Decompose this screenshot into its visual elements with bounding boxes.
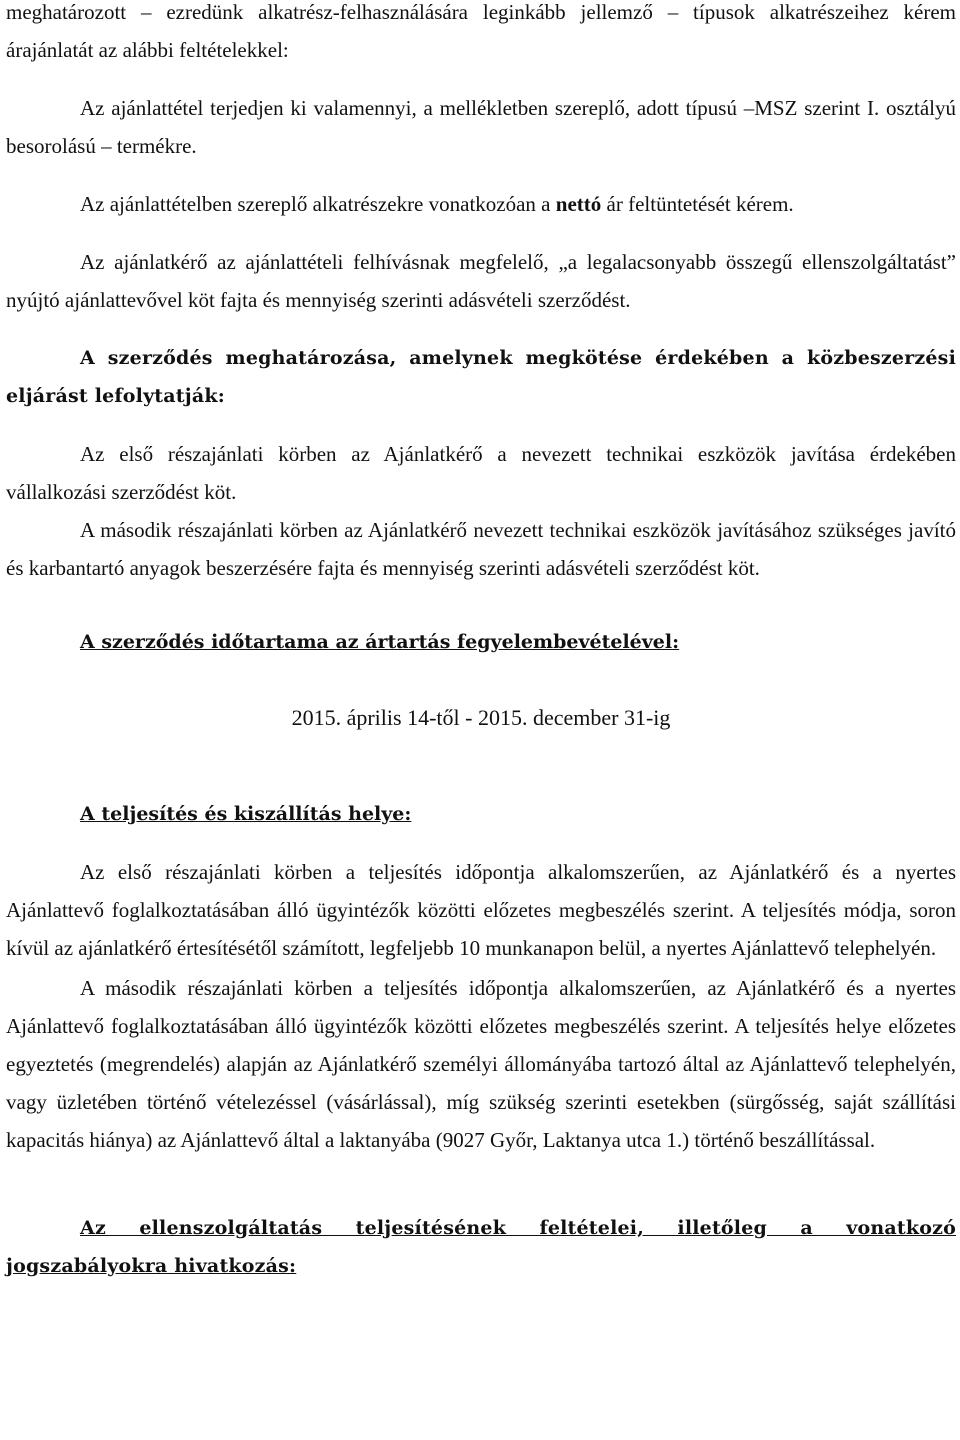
document-page — [6, 0, 956, 1285]
net-price-text-before: Az ajánlattételben szereplő alkatrészekre vonatkozóan a — [80, 192, 556, 216]
heading-delivery-place — [80, 795, 956, 833]
heading-consideration-conditions-text: Az ellenszolgáltatás teljesítésének feltételei, illetőleg a vonatkozó jogszabályokra hivatkozás: — [6, 1217, 956, 1277]
heading-consideration-conditions — [6, 1209, 956, 1285]
paragraph-contract-award: Az ajánlatkérő az ajánlattételi felhívásnak megfelelő, „a legalacsonyabb összegű ellenszolgáltatást” nyújtó ajánlattevővel köt fajta és mennyiség szerinti adásvételi szerződést. — [6, 250, 956, 312]
net-price-text-after: ár feltüntetését kérem. — [601, 192, 794, 216]
paragraph-first-lot: Az első részajánlati körben az Ajánlatkérő a nevezett technikai eszközök javítása érdekében vállalkozási szerződést köt. — [6, 442, 956, 504]
paragraph-net-price — [6, 185, 956, 223]
heading-delivery-place-text: A teljesítés és kiszállítás helye: — [80, 803, 412, 825]
heading-contract-definition: A szerződés meghatározása, amelynek megkötése érdekében a közbeszerzési eljárást lefolytatják: — [6, 347, 956, 407]
paragraph-scope: Az ajánlattétel terjedjen ki valamennyi, a mellékletben szereplő, adott típusú –MSZ szerint I. osztályú besorolású – termékre. — [6, 96, 956, 158]
paragraph-first-lot-delivery: Az első részajánlati körben a teljesítés időpontja alkalomszerűen, az Ajánlatkérő és a nyertes Ajánlattevő foglalkoztatásában álló ügyintézők közötti előzetes megbeszélés szerint. A teljesítés módja, soron kívül az ajánlatkérő értesítésétől számított, legfeljebb 10 munkanapon belül, a nyertes Ajánlattevő telephelyén. — [6, 860, 956, 960]
paragraph-second-lot: A második részajánlati körben az Ajánlatkérő nevezett technikai eszközök javításához szükséges javító és karbantartó anyagok beszerzésére fajta és mennyiség szerinti adásvételi szerződést köt. — [6, 518, 956, 580]
contract-period-date: 2015. április 14-től - 2015. december 31-ig — [291, 705, 671, 730]
paragraph-intro: meghatározott – ezredünk alkatrész-felhasználására leginkább jellemző – típusok alkatrészeihez kérem árajánlatát az alábbi feltételekkel: — [6, 0, 956, 62]
heading-contract-duration-text: A szerződés időtartama az ártartás fegyelembevételével: — [80, 631, 680, 653]
heading-contract-duration — [80, 623, 956, 661]
paragraph-second-lot-delivery: A második részajánlati körben a teljesítés időpontja alkalomszerűen, az Ajánlatkérő és a nyertes Ajánlattevő foglalkoztatásában álló ügyintézők közötti előzetes megbeszélés szerint. A teljesítés helye előzetes egyeztetés (megrendelés) alapján az Ajánlatkérő személyi állományába tartozó által az Ajánlattevő telephelyén, vagy üzletében történő vételezéssel (vásárlással), míg szükség szerinti esetekben (sürgősség, saját szállítási kapacitás hiánya) az Ajánlattevő által a laktanyába (9027 Győr, Laktanya utca 1.) történő beszállítással. — [6, 976, 956, 1152]
net-price-bold: nettó — [555, 192, 602, 216]
